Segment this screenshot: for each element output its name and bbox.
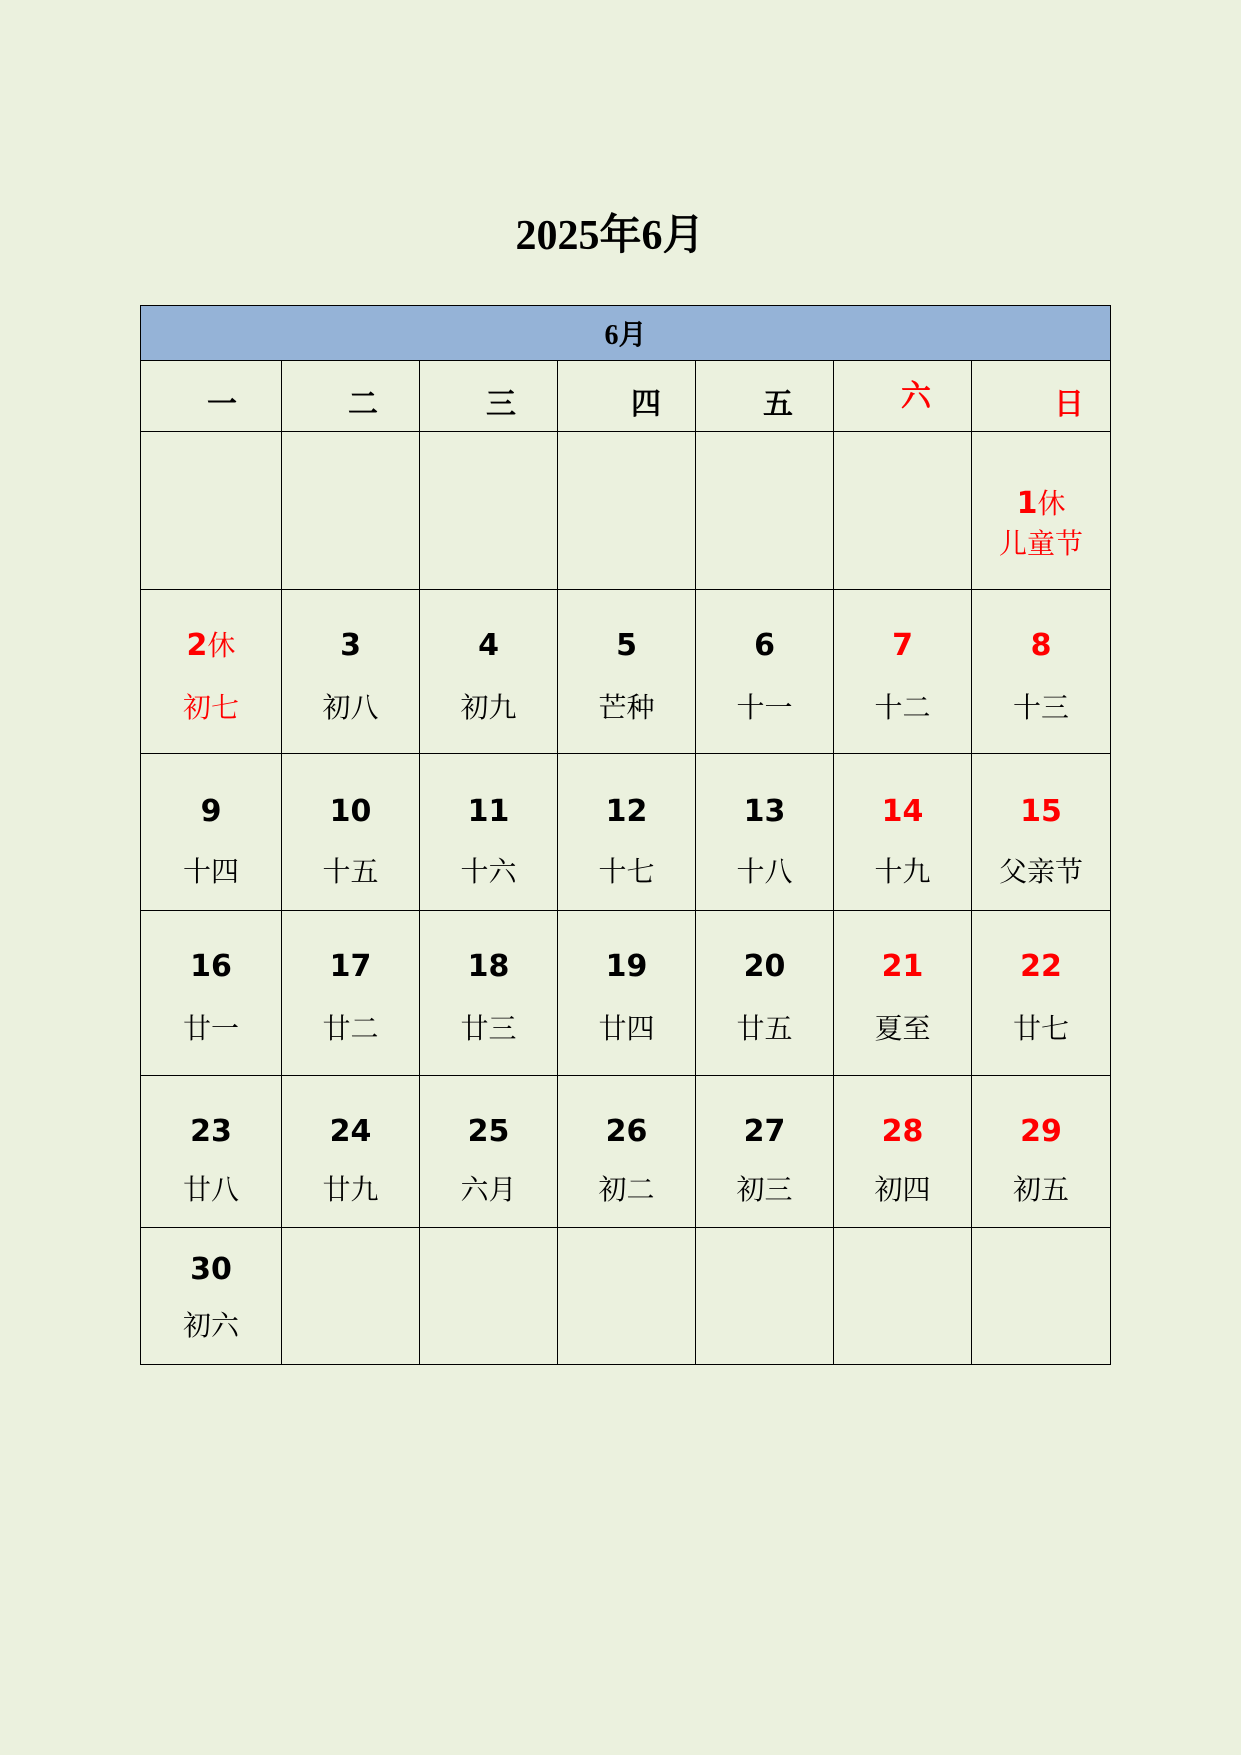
day-number-text: 26 (605, 1114, 648, 1149)
day-cell (834, 911, 972, 1076)
day-number (696, 949, 833, 985)
week-row (141, 754, 1111, 911)
week-row (141, 590, 1111, 754)
calendar-body (141, 306, 1111, 1365)
weekday-header-row (141, 361, 1111, 432)
day-number-text: 23 (190, 1114, 232, 1149)
day-number (282, 794, 419, 830)
day-cell (282, 754, 420, 911)
empty-day-cell (834, 1228, 972, 1365)
lunar-date: 十三 (1013, 691, 1070, 724)
lunar-date: 廿一 (182, 1012, 239, 1045)
day-number (696, 794, 833, 830)
day-cell (972, 590, 1111, 754)
day-number-text: 17 (329, 949, 372, 984)
day-number (282, 1114, 419, 1150)
lunar-date: 十七 (598, 855, 655, 888)
day-cell (141, 911, 282, 1076)
day-number-text: 14 (881, 794, 924, 829)
lunar-date: 十四 (182, 855, 239, 888)
day-cell (282, 911, 420, 1076)
lunar-date: 廿八 (182, 1173, 239, 1206)
lunar-date: 芒种 (598, 691, 655, 724)
day-number (141, 949, 281, 985)
lunar-date: 廿五 (736, 1012, 793, 1045)
weekday-label: 五 (763, 387, 793, 422)
day-number-text: 3 (340, 628, 361, 663)
day-number-text: 20 (743, 949, 786, 984)
lunar-date: 廿七 (1013, 1012, 1070, 1045)
day-number-text: 1 (1016, 486, 1038, 521)
weekday-label: 一 (207, 387, 237, 422)
weekday-label: 三 (486, 387, 516, 422)
empty-day-cell (558, 432, 696, 590)
weekday-header-cell (558, 361, 696, 432)
day-number-text: 21 (881, 949, 924, 984)
lunar-date: 六月 (460, 1173, 517, 1206)
day-number-text: 25 (467, 1114, 510, 1149)
weekday-label: 四 (631, 387, 661, 422)
day-number-text: 15 (1020, 794, 1062, 829)
day-number (834, 794, 971, 830)
lunar-date: 十一 (736, 691, 793, 724)
lunar-date: 初六 (182, 1309, 239, 1342)
day-number-text: 4 (478, 628, 499, 663)
lunar-date: 儿童节 (999, 527, 1084, 560)
day-cell (282, 1076, 420, 1228)
day-number-text: 19 (605, 949, 648, 984)
lunar-date: 廿三 (460, 1012, 517, 1045)
weekday-label: 二 (348, 387, 378, 422)
week-row (141, 1076, 1111, 1228)
day-number-text: 5 (616, 628, 637, 663)
page-title: 2025年6月 (515, 213, 705, 259)
lunar-date: 初五 (1013, 1173, 1070, 1206)
day-number (696, 1114, 833, 1150)
day-cell (558, 754, 696, 911)
day-cell (696, 754, 834, 911)
day-cell (420, 754, 558, 911)
weekday-header-cell (141, 361, 282, 432)
empty-day-cell (834, 432, 972, 590)
day-number (282, 949, 419, 985)
day-number-text: 18 (467, 949, 510, 984)
day-number-text: 7 (892, 628, 913, 663)
lunar-date: 初二 (598, 1173, 655, 1206)
holiday-rest-mark: 休 (207, 629, 236, 662)
day-cell (420, 1076, 558, 1228)
day-number-text: 11 (467, 794, 510, 829)
day-number (141, 628, 281, 664)
day-number (558, 949, 695, 985)
month-header-row (141, 306, 1111, 361)
day-number-text: 12 (605, 794, 648, 829)
day-number (558, 794, 695, 830)
day-number (972, 628, 1110, 664)
empty-day-cell (972, 1228, 1111, 1365)
day-number-text: 29 (1020, 1114, 1062, 1149)
week-row (141, 432, 1111, 590)
weekday-label: 六 (901, 379, 931, 414)
lunar-date: 初七 (182, 691, 239, 724)
holiday-rest-mark: 休 (1037, 487, 1066, 520)
day-number-text: 27 (743, 1114, 786, 1149)
day-cell (834, 590, 972, 754)
day-cell (141, 1076, 282, 1228)
day-number-text: 8 (1030, 628, 1052, 663)
day-cell (420, 911, 558, 1076)
weekday-label: 日 (1054, 387, 1084, 422)
day-number-text: 9 (200, 794, 222, 829)
empty-day-cell (282, 1228, 420, 1365)
day-number (696, 628, 833, 664)
day-cell (141, 1228, 282, 1365)
lunar-date: 初四 (874, 1173, 931, 1206)
day-number-text: 13 (743, 794, 786, 829)
week-row (141, 1228, 1111, 1365)
weekday-header-cell (282, 361, 420, 432)
lunar-date: 廿二 (322, 1012, 379, 1045)
empty-day-cell (696, 432, 834, 590)
empty-day-cell (420, 1228, 558, 1365)
calendar-table (140, 305, 1111, 1365)
empty-day-cell (282, 432, 420, 590)
lunar-date: 十九 (874, 855, 931, 888)
day-number (558, 628, 695, 664)
day-number (141, 1114, 281, 1150)
day-cell (420, 590, 558, 754)
day-number-text: 10 (329, 794, 372, 829)
day-number-text: 16 (190, 949, 232, 984)
day-number-text: 30 (190, 1252, 232, 1287)
day-cell (558, 590, 696, 754)
day-cell (972, 432, 1111, 590)
day-number (834, 1114, 971, 1150)
day-cell (834, 754, 972, 911)
day-cell (972, 754, 1111, 911)
lunar-date: 十六 (460, 855, 517, 888)
day-number (972, 1114, 1110, 1150)
day-cell (972, 911, 1111, 1076)
day-number (972, 949, 1110, 985)
day-cell (696, 590, 834, 754)
lunar-date: 十五 (322, 855, 379, 888)
lunar-date: 夏至 (874, 1012, 931, 1045)
day-cell (282, 590, 420, 754)
lunar-date: 十二 (874, 691, 931, 724)
day-cell (834, 1076, 972, 1228)
empty-day-cell (420, 432, 558, 590)
day-number (972, 486, 1110, 522)
day-number-text: 2 (186, 628, 208, 663)
lunar-date: 初三 (736, 1173, 793, 1206)
lunar-date: 父亲节 (999, 855, 1084, 888)
day-number (420, 628, 557, 664)
lunar-date: 初九 (460, 691, 517, 724)
day-cell (696, 1076, 834, 1228)
day-number-text: 28 (881, 1114, 924, 1149)
weekday-header-cell (696, 361, 834, 432)
day-number-text: 24 (329, 1114, 372, 1149)
day-number (972, 794, 1110, 830)
day-number-text: 6 (754, 628, 775, 663)
empty-day-cell (696, 1228, 834, 1365)
lunar-date: 廿九 (322, 1173, 379, 1206)
weekday-header-cell (972, 361, 1111, 432)
day-cell (558, 1076, 696, 1228)
day-number (141, 1252, 281, 1288)
day-number (282, 628, 419, 664)
day-cell (141, 590, 282, 754)
empty-day-cell (558, 1228, 696, 1365)
day-cell (696, 911, 834, 1076)
lunar-date: 初八 (322, 691, 379, 724)
day-number (141, 794, 281, 830)
day-number (420, 949, 557, 985)
day-number (558, 1114, 695, 1150)
day-number (420, 794, 557, 830)
weekday-header-cell (834, 361, 972, 432)
day-cell (972, 1076, 1111, 1228)
weekday-header-cell (420, 361, 558, 432)
day-cell (141, 754, 282, 911)
lunar-date: 廿四 (598, 1012, 655, 1045)
day-number (834, 628, 971, 664)
empty-day-cell (141, 432, 282, 590)
lunar-date: 十八 (736, 855, 793, 888)
day-cell (558, 911, 696, 1076)
day-number (420, 1114, 557, 1150)
month-header: 6月 (141, 306, 1111, 361)
day-number-text: 22 (1020, 949, 1062, 984)
day-number (834, 949, 971, 985)
week-row (141, 911, 1111, 1076)
